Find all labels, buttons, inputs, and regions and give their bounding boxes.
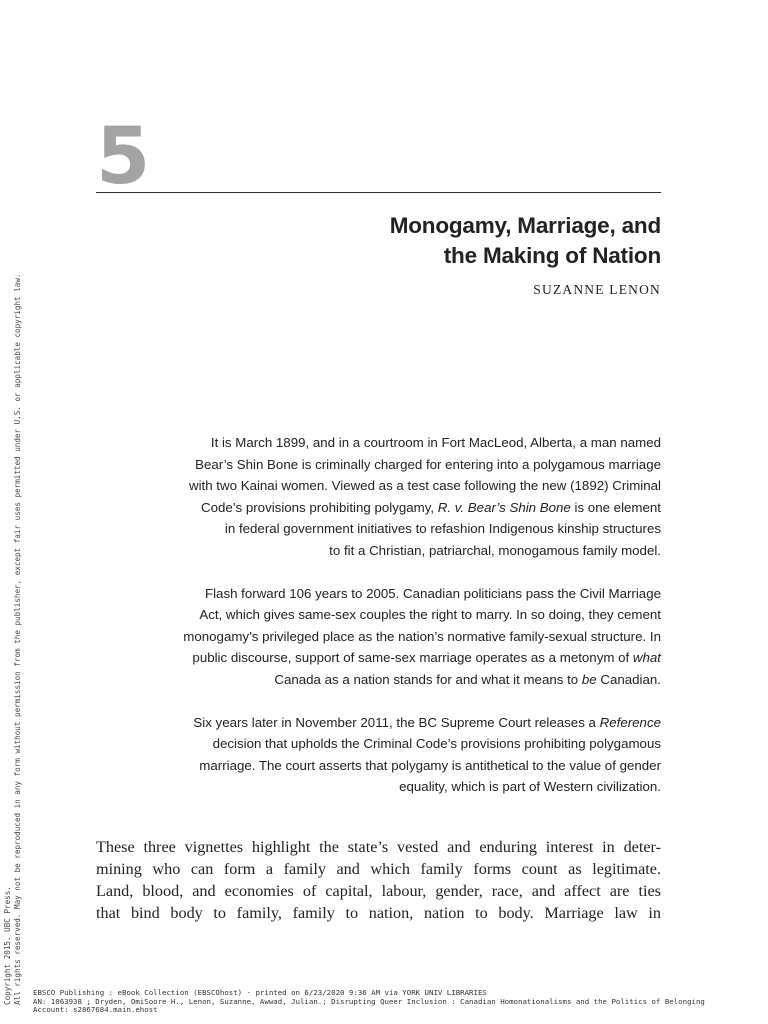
chapter-title-line: the Making of Nation — [443, 243, 661, 268]
vignette-line: decision that upholds the Criminal Code’s provisions prohibiting polygamous — [212, 736, 661, 751]
body-line: that bind body to family, family to nation, nation to body. Marriage law in — [96, 904, 661, 922]
body-line: mining who can form a family and which family forms count as legitimate. — [96, 860, 661, 878]
vignette-line: Six years later in November 2011, the BC Supreme Court releases a Reference — [193, 714, 661, 730]
chapter-number: 5 — [96, 112, 151, 202]
footer-line: EBSCO Publishing : eBook Collection (EBSCOhost) - printed on 6/23/2020 9:36 AM via YORK UNIV LIBRARIES — [33, 988, 487, 997]
vignette-line: Canada as a nation stands for and what it means to be Canadian. — [274, 671, 661, 687]
vignette-2 — [141, 583, 661, 691]
vignette-line: to fit a Christian, patriarchal, monogamous family model. — [329, 542, 661, 558]
ebsco-footer — [33, 989, 705, 1015]
chapter-title-line: Monogamy, Marriage, and — [389, 213, 661, 238]
vignette-line: Flash forward 106 years to 2005. Canadian politicians pass the Civil Marriage — [204, 585, 661, 601]
vignette-1 — [141, 432, 661, 561]
vignette-line: Code’s provisions prohibiting polygamy, R. v. Bear’s Shin Bone is one element — [201, 499, 661, 515]
vignette-line: It is March 1899, and in a courtroom in Fort MacLeod, Alberta, a man named — [210, 435, 661, 450]
body-paragraph — [96, 836, 661, 924]
vignette-line: public discourse, support of same-sex marriage operates as a metonym of what — [192, 650, 661, 665]
vignette-line: with two Kainai women. Viewed as a test case following the new (1892) Criminal — [188, 478, 661, 493]
vignettes — [141, 432, 661, 819]
chapter-title — [390, 211, 661, 271]
side-copyright-notice — [3, 274, 22, 1006]
vignette-3 — [141, 712, 661, 798]
footer-line: AN: 1063938 ; Dryden, OmiSoore H., Lenon, Suzanne, Awwad, Julian.; Disrupting Queer Inclusion : Canadian Homonationalisms and the Politics of Belonging — [33, 996, 705, 1006]
vignette-line: in federal government initiatives to refashion Indigenous kinship structures — [224, 521, 661, 536]
body-line: Land, blood, and economies of capital, labour, gender, race, and affect are ties — [96, 882, 661, 900]
vignette-line: monogamy’s privileged place as the nation’s normative family-sexual structure. In — [183, 628, 661, 644]
vignette-line: Bear’s Shin Bone is criminally charged for entering into a polygamous marriage — [195, 456, 661, 472]
vignette-line: equality, which is part of Western civilization. — [399, 779, 661, 794]
footer-line: Account: s2867684.main.ehost — [33, 1005, 158, 1015]
chapter-rule — [96, 192, 661, 193]
body-line: These three vignettes highlight the state’s vested and enduring interest in deter- — [96, 838, 661, 856]
chapter-author: SUZANNE LENON — [533, 282, 661, 297]
copyright-line: Copyright 2015. UBC Press. — [3, 886, 12, 1005]
vignette-line: marriage. The court asserts that polygamy is antithetical to the value of gender — [199, 757, 661, 773]
vignette-line: Act, which gives same-sex couples the right to marry. In so doing, they cement — [199, 607, 661, 622]
copyright-line: All rights reserved. May not be reproduced in any form without permission from the publisher, except fair uses permitted under U.S. or applicable copyright law. — [12, 273, 22, 1005]
